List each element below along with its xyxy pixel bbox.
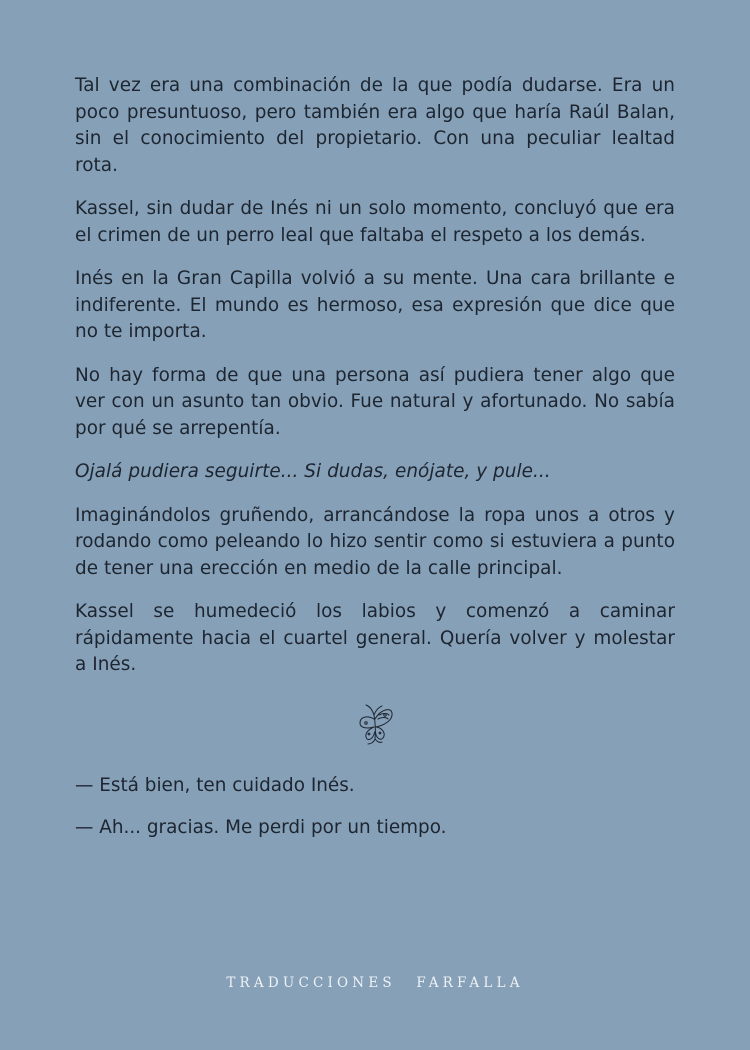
publisher-footer: TRADUCCIONES FARFALLA [226,975,524,991]
dialogue-line: — Ah... gracias. Me perdi por un tiempo. [75,817,447,838]
paragraph: Imaginándolos gruñendo, arrancándose la ropa unos a otros y rodando como peleando lo hizo sentir como si estuviera a punto de tener una erección en medio de la calle principal. [75,504,675,579]
paragraph: Kassel, sin dudar de Inés ni un solo momento, concluyó que era el crimen de un perro leal que faltaba el respeto a los demás. [75,198,675,246]
paragraph: Tal vez era una combinación de la que podía dudarse. Era un poco presuntuoso, pero también era algo que haría Raúl Balan, sin el conocimiento del propietario. Con una peculiar lealtad rota. [75,75,675,176]
paragraph: No hay forma de que una persona así pudiera tener algo que ver con un asunto tan obvio. Fue natural y afortunado. No sabía por qué se arrepentía. [75,364,675,439]
paragraph: Kassel se humedeció los labios y comenzó a caminar rápidamente hacia el cuartel general. Quería volver y molestar a Inés. [75,601,675,675]
paragraph: Inés en la Gran Capilla volvió a su mente. Una cara brillante e indiferente. El mundo es hermoso, esa expresión que dice que no te importa. [75,268,675,342]
page-body [75,73,675,858]
italic-paragraph: Ojalá pudiera seguirte... Si dudas, enójate, y pule... [75,461,551,482]
butterfly-icon [75,701,675,747]
dialogue-line: — Está bien, ten cuidado Inés. [75,774,355,796]
